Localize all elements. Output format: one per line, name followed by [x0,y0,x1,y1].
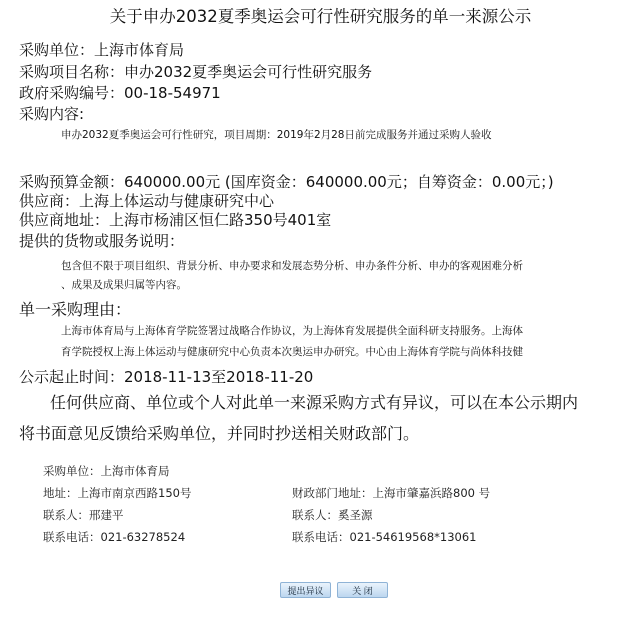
finance-address: 财政部门地址：上海市肇嘉浜路800 号 [292,486,491,500]
procurement-code: 政府采购编号：00-18-54971 [19,84,221,102]
footer-phone: 联系电话：021-63278524 [43,530,186,544]
footer-contact: 联系人：邢建平 [43,508,124,522]
footer-address: 地址：上海市南京西路150号 [43,486,192,500]
project-name: 采购项目名称：申办2032夏季奥运会可行性研究服务 [19,63,373,81]
content-label: 采购内容: [19,105,85,123]
reason-label: 单一采购理由： [19,300,132,319]
goods-label: 提供的货物或服务说明： [19,232,185,250]
finance-contact: 联系人：奚圣源 [292,508,373,522]
goods-line: 、成果及成果归属等内容。 [61,279,187,291]
supplier-address: 供应商地址：上海市杨浦区恒仁路350号401室 [19,211,332,229]
notice-line: 任何供应商、单位或个人对此单一来源采购方式有异议，可以在本公示期内 [50,393,579,412]
budget: 采购预算金额：640000.00元 (国库资金：640000.00元；自筹资金：0.00元；) [19,173,554,191]
reason-line: 育学院授权上海上体运动与健康研究中心负责本次奥运申办研究。中心由上海体育学院与尚体科技健 [61,346,523,358]
content-text: 申办2032夏季奥运会可行性研究，项目周期：2019年2月28日前完成服务并通过采购人验收 [61,129,492,141]
footer-unit: 采购单位：上海市体育局 [43,464,170,478]
finance-phone: 联系电话：021-54619568*13061 [292,530,477,544]
notice-period: 公示起止时间：2018-11-13至2018-11-20 [19,368,314,386]
objection-button[interactable]: 提出异议 [280,582,331,598]
notice-line: 将书面意见反馈给采购单位，并同时抄送相关财政部门。 [19,424,420,443]
purchase-unit: 采购单位：上海市体育局 [19,41,185,59]
page-title: 关于申办2032夏季奥运会可行性研究服务的单一来源公示 [109,7,532,26]
reason-line: 上海市体育局与上海体育学院签署过战略合作协议，为上海体育发展提供全面科研支持服务。上海体 [61,325,523,337]
goods-line: 包含但不限于项目组织、背景分析、申办要求和发展态势分析、申办条件分析、申办的客观困难分析 [61,260,523,272]
supplier: 供应商：上海上体运动与健康研究中心 [19,192,275,210]
close-button[interactable]: 关 闭 [337,582,388,598]
